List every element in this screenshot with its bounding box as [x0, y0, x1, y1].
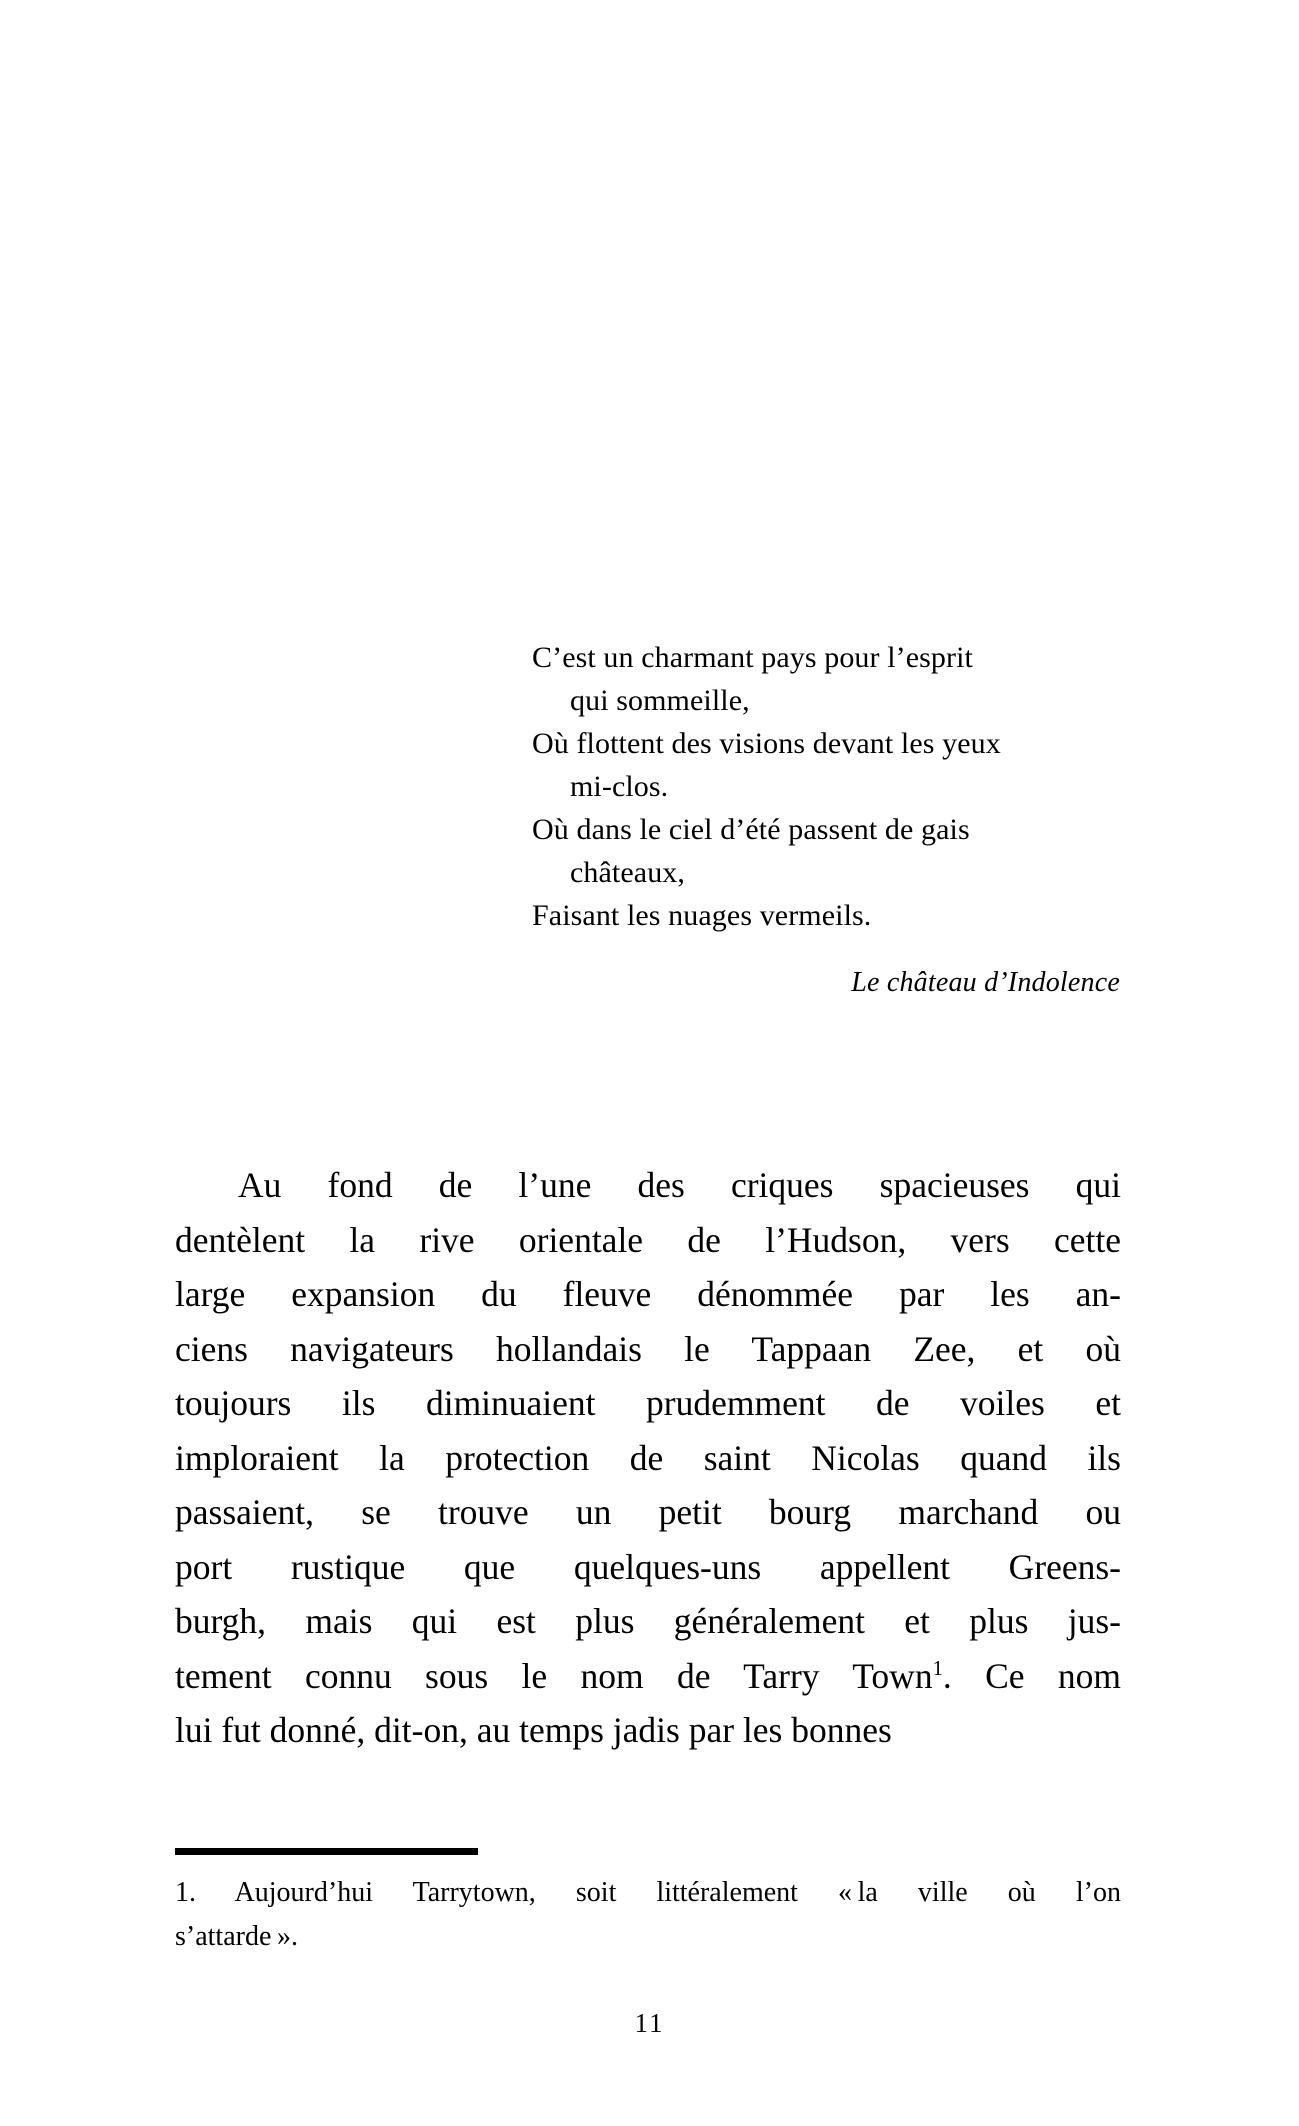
body-paragraph: [175, 1158, 1121, 1758]
epigraph-source-attribution: Le château d’Indolence: [851, 967, 1120, 998]
epigraph-block: [532, 636, 1120, 1003]
body-line: burgh, mais qui est plus généralement et plus jus-: [175, 1601, 1121, 1641]
epigraph-line: qui sommeille,: [570, 684, 750, 717]
epigraph-line: châteaux,: [570, 856, 685, 889]
body-line: ciens navigateurs hollandais le Tappaan Zee, et où: [175, 1328, 1121, 1369]
footnote-separator-rule: [175, 1848, 478, 1855]
footnote-line: 1. Aujourd’hui Tarrytown, soit littéralement « la ville où l’on: [175, 1877, 1121, 1908]
body-line: Au fond de l’une des criques spacieuses qui: [238, 1165, 1121, 1205]
footnote-reference-marker[interactable]: 1: [932, 1657, 943, 1680]
body-text-block: [175, 1158, 1121, 1758]
epigraph-line: Où dans le ciel d’été passent de gais: [532, 813, 970, 846]
body-line-text-before-marker: tement connu sous le nom de Tarry Town: [175, 1655, 933, 1696]
body-line: toujours ils diminuaient prudemment de voiles et: [175, 1383, 1121, 1423]
epigraph-line: Où flottent des visions devant les yeux: [532, 727, 1001, 760]
body-line: imploraient la protection de saint Nicolas quand ils: [175, 1437, 1121, 1478]
epigraph-line: Faisant les nuages vermeils.: [532, 899, 872, 932]
body-line: port rustique que quelques-uns appellent Greens-: [175, 1546, 1121, 1587]
body-line: passaient, se trouve un petit bourg marchand ou: [175, 1492, 1121, 1532]
body-line: lui fut donné, dit-on, au temps jadis par les bonnes: [175, 1710, 892, 1750]
body-line-text-after-marker: . Ce nom: [942, 1655, 1121, 1696]
footnote-text: [175, 1871, 1121, 1959]
footnote-line: s’attarde ».: [175, 1921, 298, 1952]
page-number-folio: 11: [634, 2008, 665, 2038]
footnote-area: [175, 1848, 1121, 1959]
body-line: dentèlent la rive orientale de l’Hudson, vers cette: [175, 1219, 1121, 1260]
body-line: large expansion du fleuve dénommée par les an-: [175, 1274, 1121, 1314]
epigraph-line: C’est un charmant pays pour l’esprit: [532, 641, 973, 674]
body-line-with-footnote-reference: [175, 1649, 1121, 1704]
epigraph-line: mi-clos.: [570, 770, 669, 803]
